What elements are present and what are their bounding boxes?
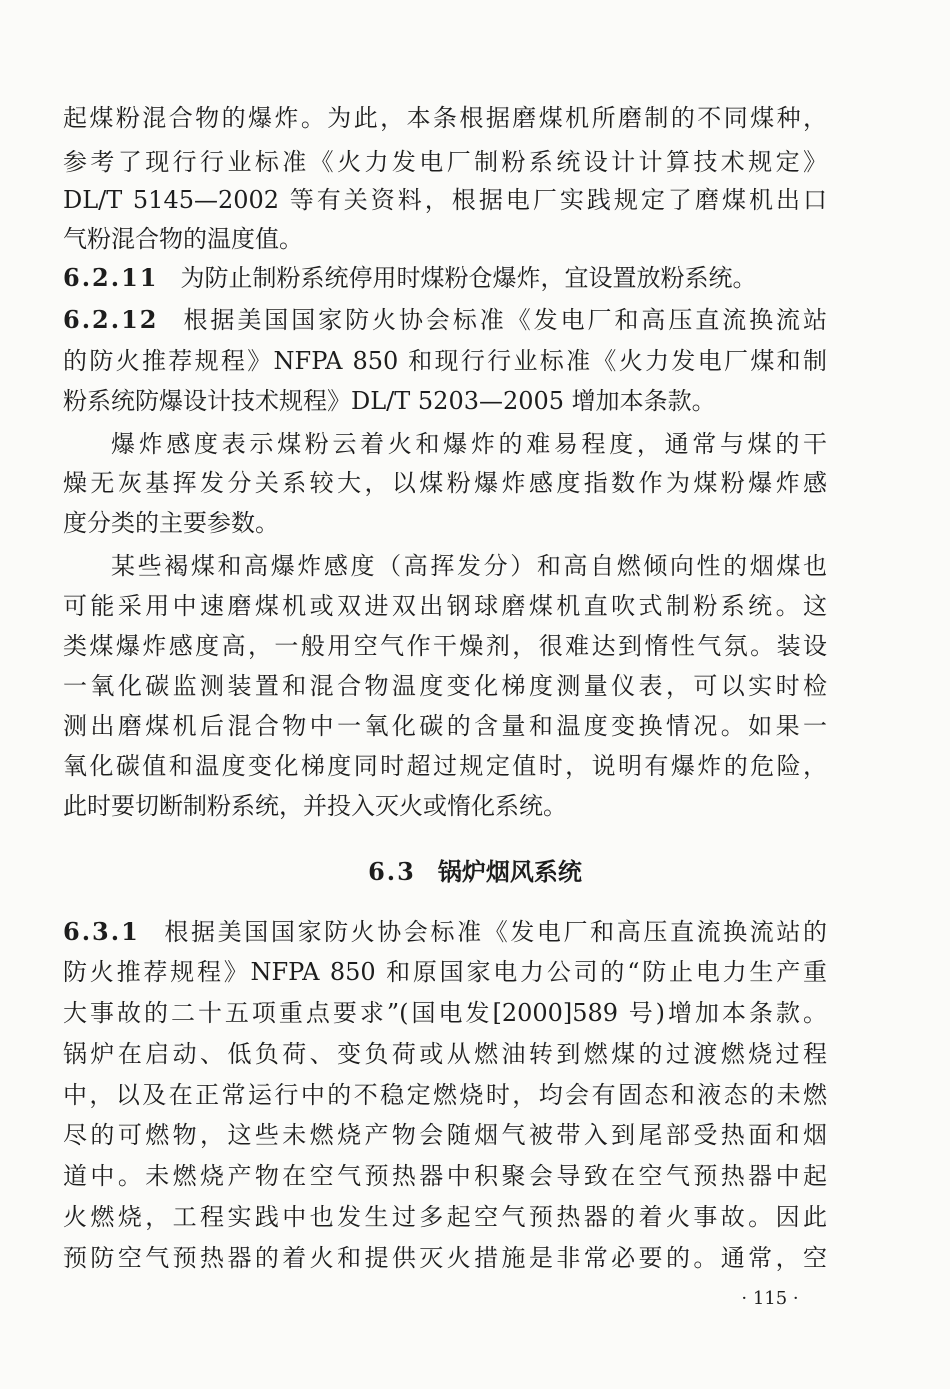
section-number: 6.3	[368, 857, 416, 886]
clause-text: 为防止制粉系统停用时煤粉仓爆炸，宜设置放粉系统。	[180, 264, 757, 292]
clause-number: 6.2.11	[63, 263, 159, 292]
clause-6-2-12	[63, 300, 827, 340]
text-line: 大事故的二十五项重点要求”(国电发[2000]589 号)增加本条款。	[63, 999, 827, 1027]
text-line: 爆炸感度表示煤粉云着火和爆炸的难易程度，通常与煤的干	[111, 430, 827, 458]
section-title: 锅炉烟风系统	[437, 858, 582, 886]
text-line: 燥无灰基挥发分关系较大，以煤粉爆炸感度指数作为煤粉爆炸感	[63, 469, 827, 497]
text-line: 一氧化碳监测装置和混合物温度变化梯度测量仪表，可以实时检	[63, 672, 827, 700]
text-line: 的防火推荐规程》NFPA 850 和现行行业标准《火力发电厂煤和制	[63, 347, 827, 375]
page-number: · 115 ·	[741, 1288, 799, 1309]
text-line: 锅炉在启动、低负荷、变负荷或从燃油转到燃煤的过渡燃烧过程	[63, 1040, 827, 1068]
text-line: 预防空气预热器的着火和提供灭火措施是非常必要的。通常，空	[63, 1244, 827, 1272]
text-line: 粉系统防爆设计技术规程》DL/T 5203—2005 增加本条款。	[63, 387, 716, 415]
text-line: DL/T 5145—2002 等有关资料，根据电厂实践规定了磨煤机出口	[63, 186, 827, 214]
clause-text: 根据美国国家防火协会标准《发电厂和高压直流换流站	[180, 306, 827, 334]
text-line: 道中。未燃烧产物在空气预热器中积聚会导致在空气预热器中起	[63, 1162, 827, 1190]
text-line: 尽的可燃物，这些未燃烧产物会随烟气被带入到尾部受热面和烟	[63, 1121, 827, 1149]
clause-6-2-11	[63, 258, 827, 298]
text-line: 参考了现行行业标准《火力发电厂制粉系统设计计算技术规定》	[63, 148, 827, 176]
clause-text: 根据美国国家防火协会标准《发电厂和高压直流换流站的	[161, 918, 827, 946]
text-line: 可能采用中速磨煤机或双进双出钢球磨煤机直吹式制粉系统。这	[63, 592, 827, 620]
text-line: 起煤粉混合物的爆炸。为此，本条根据磨煤机所磨制的不同煤种，	[63, 104, 827, 132]
section-heading	[0, 852, 950, 892]
text-line: 火燃烧，工程实践中也发生过多起空气预热器的着火事故。因此	[63, 1203, 827, 1231]
text-line: 度分类的主要参数。	[63, 509, 279, 537]
text-line: 此时要切断制粉系统，并投入灭火或惰化系统。	[63, 792, 567, 820]
text-line: 类煤爆炸感度高，一般用空气作干燥剂，很难达到惰性气氛。装设	[63, 632, 827, 660]
text-line: 气粉混合物的温度值。	[63, 225, 303, 253]
text-line: 防火推荐规程》NFPA 850 和原国家电力公司的“防止电力生产重	[63, 958, 827, 986]
text-line: 氧化碳值和温度变化梯度同时超过规定值时，说明有爆炸的危险，	[63, 752, 827, 780]
clause-number: 6.3.1	[63, 917, 140, 946]
clause-6-3-1	[63, 912, 827, 952]
clause-number: 6.2.12	[63, 305, 159, 334]
text-line: 某些褐煤和高爆炸感度（高挥发分）和高自燃倾向性的烟煤也	[111, 552, 827, 580]
text-line: 中，以及在正常运行中的不稳定燃烧时，均会有固态和液态的未燃	[63, 1081, 827, 1109]
text-line: 测出磨煤机后混合物中一氧化碳的含量和温度变换情况。如果一	[63, 712, 827, 740]
